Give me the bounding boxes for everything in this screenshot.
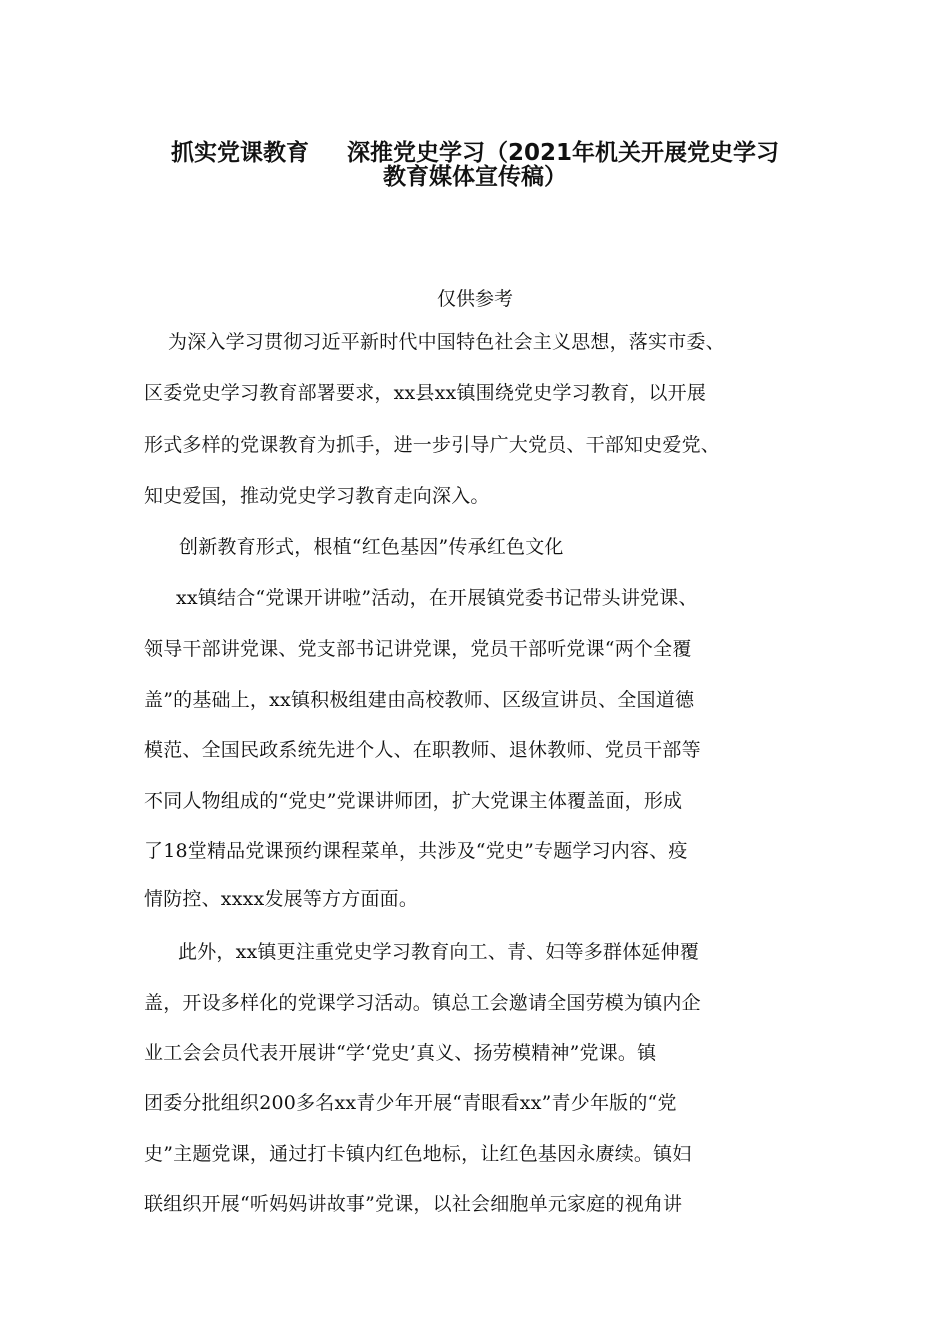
- body-line-4: 知史爱国，推动党史学习教育走向深入。: [144, 485, 490, 507]
- body-line-6: xx镇结合“党课开讲啦”活动，在开展镇党委书记带头讲党课、: [176, 587, 698, 609]
- body-line-16: 团委分批组织200多名xx青少年开展“青眼看xx”青少年版的“党: [144, 1092, 677, 1114]
- body-line-11: 了18堂精品党课预约课程菜单，共涉及“党史”专题学习内容、疫: [144, 840, 688, 862]
- body-line-3: 形式多样的党课教育为抓手，进一步引导广大党员、干部知史爱党、: [144, 434, 721, 456]
- title-part-a: 抓实党课教育: [170, 140, 309, 166]
- body-line-13: 此外，xx镇更注重党史学习教育向工、青、妇等多群体延伸覆: [178, 941, 700, 963]
- title-part-b: 深推党史学习（2021年机关开展党史学习: [346, 140, 779, 166]
- section-heading: 创新教育形式，根植“红色基因”传承红色文化: [179, 536, 564, 558]
- body-line-18: 联组织开展“听妈妈讲故事”党课，以社会细胞单元家庭的视角讲: [144, 1193, 683, 1215]
- body-line-12: 情防控、xxxx发展等方方面面。: [144, 888, 419, 910]
- body-line-8: 盖”的基础上，xx镇积极组建由高校教师、区级宣讲员、全国道德: [144, 689, 695, 711]
- body-line-17: 史”主题党课，通过打卡镇内红色地标，让红色基因永赓续。镇妇: [144, 1143, 692, 1165]
- body-line-7: 领导干部讲党课、党支部书记讲党课，党员干部听党课“两个全覆: [144, 638, 692, 660]
- document-title-line-2: 教育媒体宣传稿）: [383, 164, 567, 190]
- body-line-1: 为深入学习贯彻习近平新时代中国特色社会主义思想，落实市委、: [168, 331, 725, 353]
- body-line-2: 区委党史学习教育部署要求，xx县xx镇围绕党史学习教育，以开展: [144, 382, 707, 404]
- body-line-14: 盖，开设多样化的党课学习活动。镇总工会邀请全国劳模为镇内企: [144, 992, 701, 1014]
- reference-note: 仅供参考: [436, 288, 513, 310]
- body-line-10: 不同人物组成的“党史”党课讲师团，扩大党课主体覆盖面，形成: [144, 790, 683, 812]
- body-line-15: 业工会会员代表开展讲“学‘党史’真义、扬劳模精神”党课。镇: [144, 1042, 657, 1064]
- body-line-9: 模范、全国民政系统先进个人、在职教师、退休教师、党员干部等: [144, 739, 701, 761]
